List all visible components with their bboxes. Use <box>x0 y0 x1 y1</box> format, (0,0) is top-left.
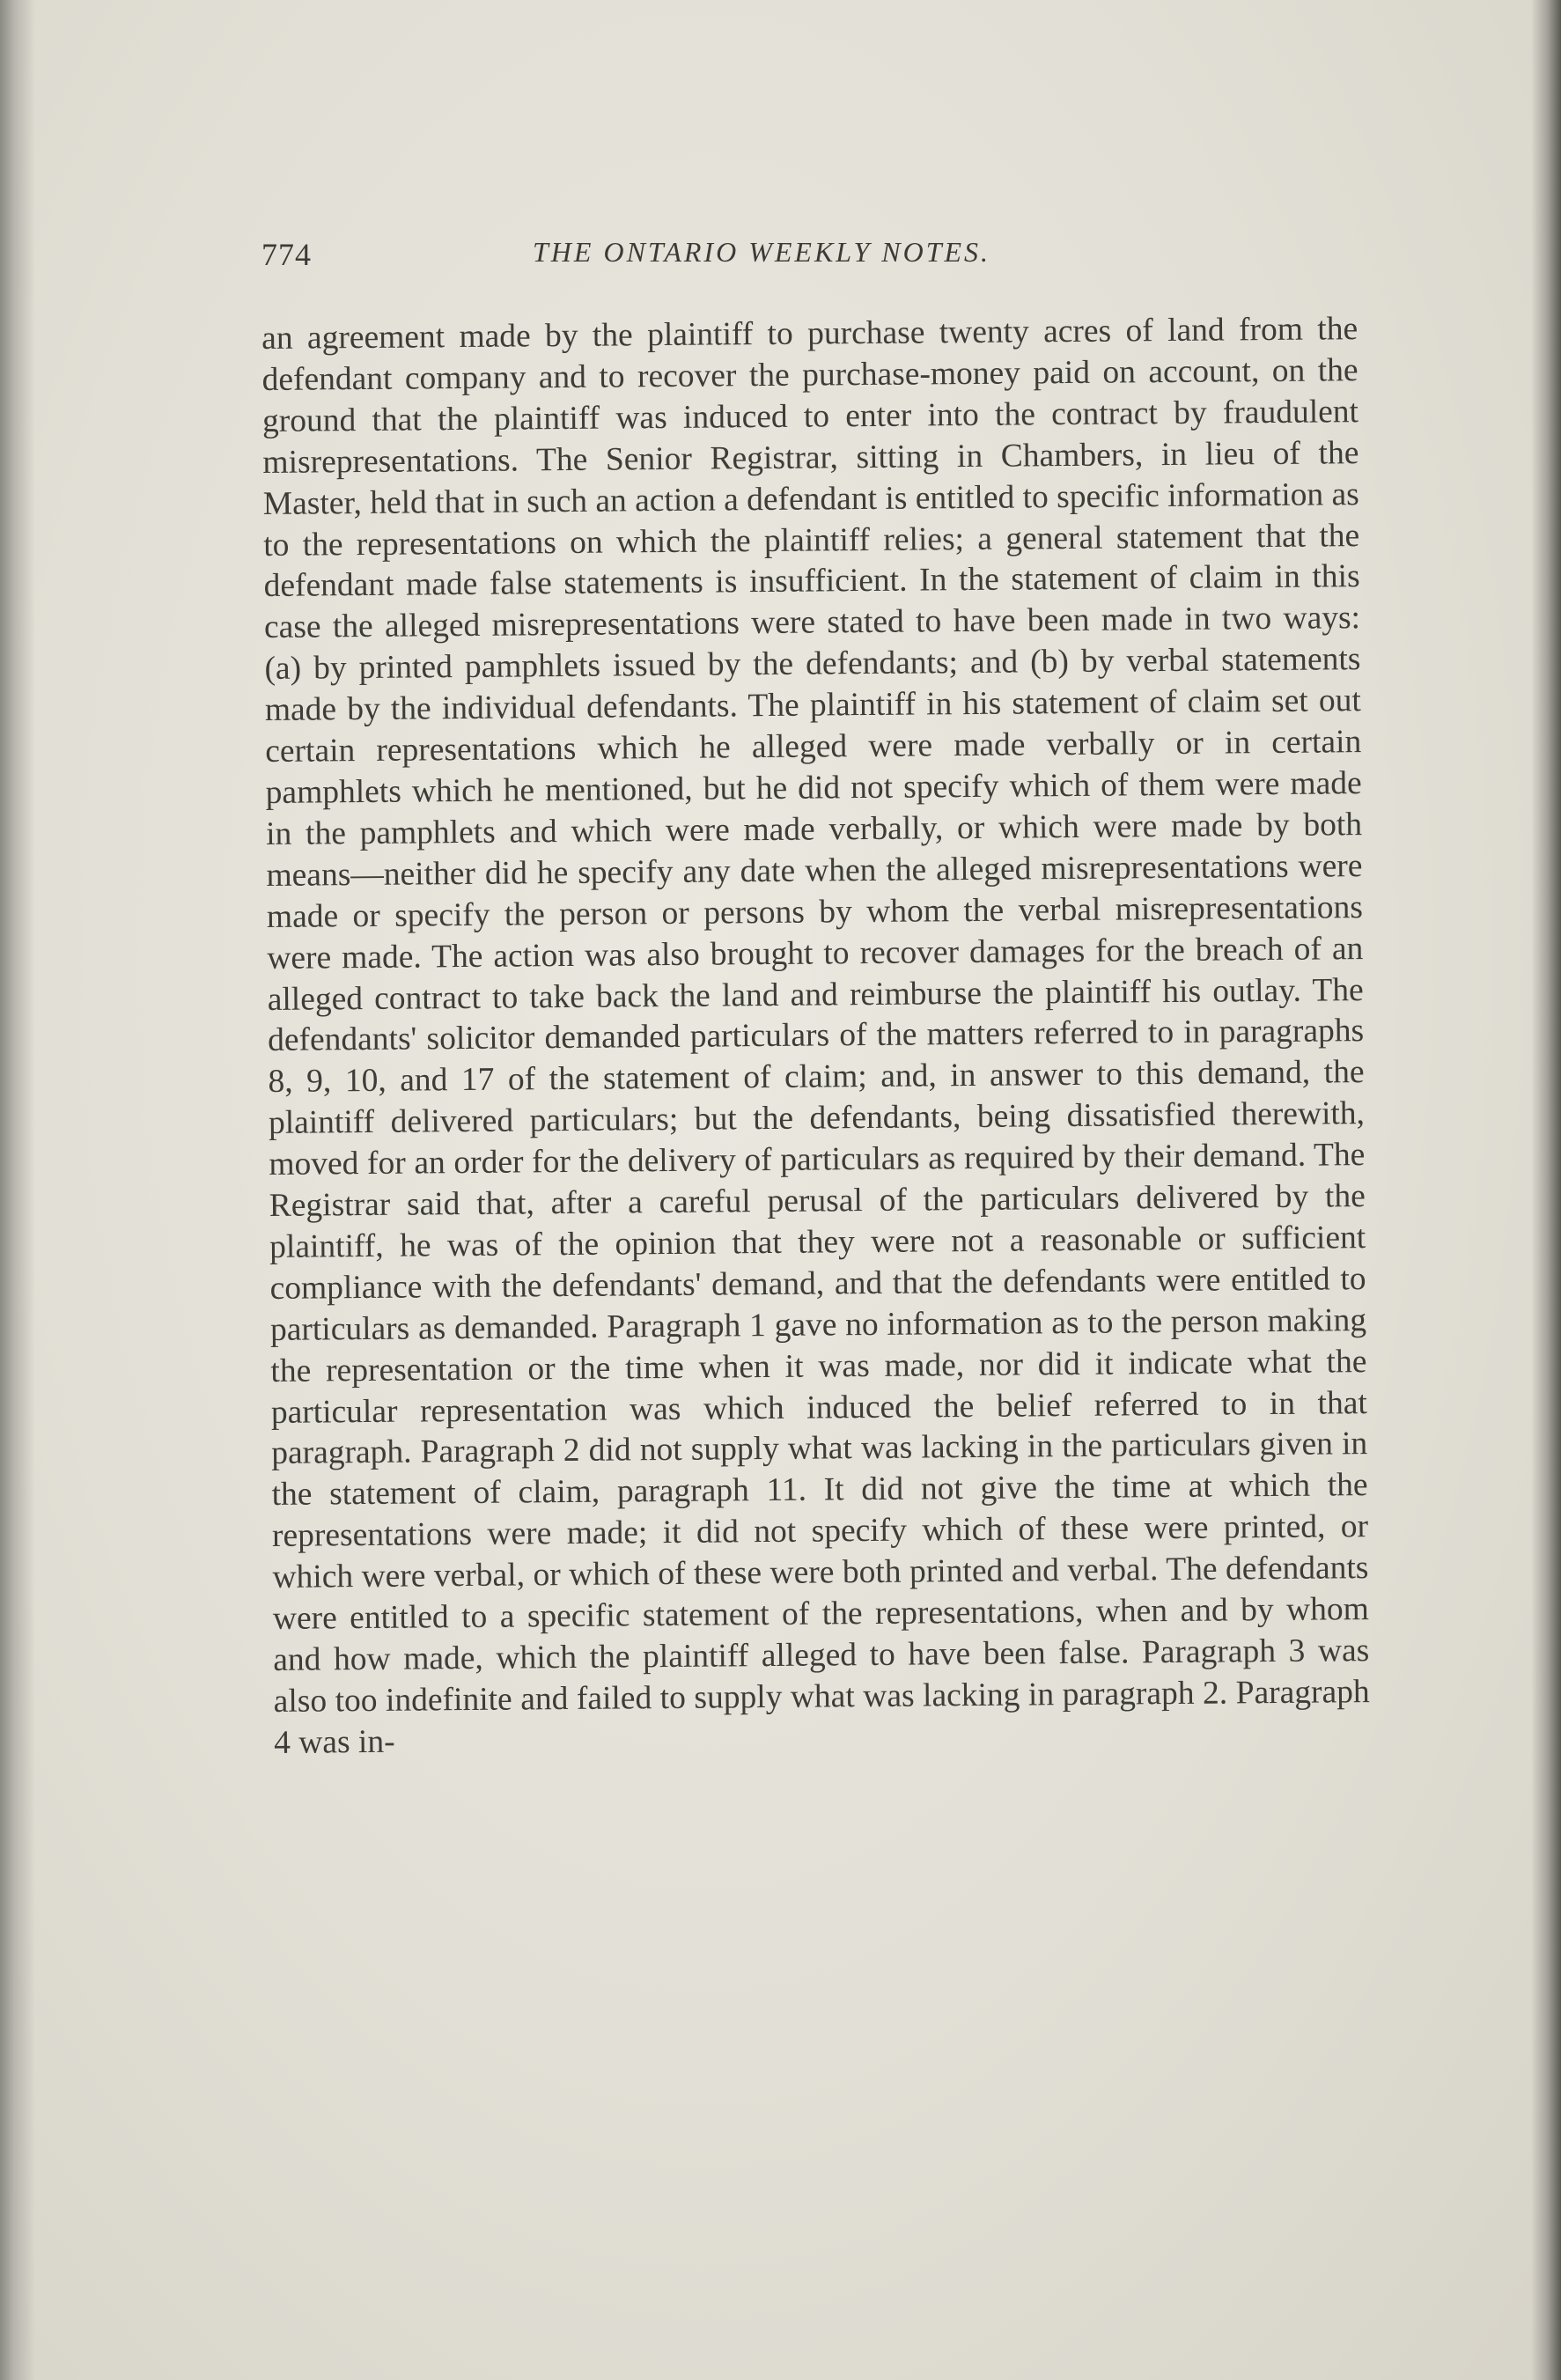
page-number: 774 <box>261 237 312 272</box>
page-header <box>261 236 1362 289</box>
binding-shadow <box>0 0 35 2380</box>
body-paragraph: an agreement made by the plaintiff to purchase twenty acres of land from the defendant company and to recover the purchase-money paid on account, on the ground that the plaintiff was induced to enter into the contract by fraudulent misrepresentations. The Senior Registrar, sitting in Chambers, in lieu of the Master, held that in such an action a defendant is entitled to specific information as to the representations on which the plaintiff relies; a general statement that the defendant made false statements is insufficient. In the statement of claim in this case the alleged misrepresentations were stated to have been made in two ways: (a) by printed pamphlets issued by the defendants; and (b) by verbal statements made by the individual defendants. The plaintiff in his statement of claim set out certain representations which he alleged were made verbally or in certain pamphlets which he mentioned, but he did not specify which of them were made in the pamphlets and which were made verbally, or which were made by both means—neither did he specify any date when the alleged misrepresentations were made or specify the person or persons by whom the verbal misrepresentations were made. The action was also brought to recover damages for the breach of an alleged contract to take back the land and reimburse the plaintiff his outlay. The defendants' solicitor demanded particulars of the matters referred to in paragraphs 8, 9, 10, and 17 of the statement of claim; and, in answer to this demand, the plaintiff delivered particulars; but the defendants, being dissatisfied therewith, moved for an order for the delivery of particulars as required by their demand. The Registrar said that, after a careful perusal of the particulars delivered by the plaintiff, he was of the opinion that they were not a reasonable or sufficient compliance with the defendants' demand, and that the defendants were entitled to particulars as demanded. Paragraph 1 gave no information as to the person making the representation or the time when it was made, nor did it indicate what the particular representation was which induced the belief referred to in that paragraph. Paragraph 2 did not supply what was lacking in the particulars given in the statement of claim, paragraph 11. It did not give the time at which the representations were made; it did not specify which of these were printed, or which were verbal, or which of these were both printed and verbal. The defendants were entitled to a specific statement of the representations, when and by whom and how made, which the plaintiff alleged to have been false. Paragraph 3 was also too indefinite and failed to supply what was lacking in paragraph 2. Paragraph 4 was in- <box>261 311 1370 1761</box>
page-edge-shadow <box>1531 0 1561 2380</box>
running-head: THE ONTARIO WEEKLY NOTES. <box>533 236 991 268</box>
